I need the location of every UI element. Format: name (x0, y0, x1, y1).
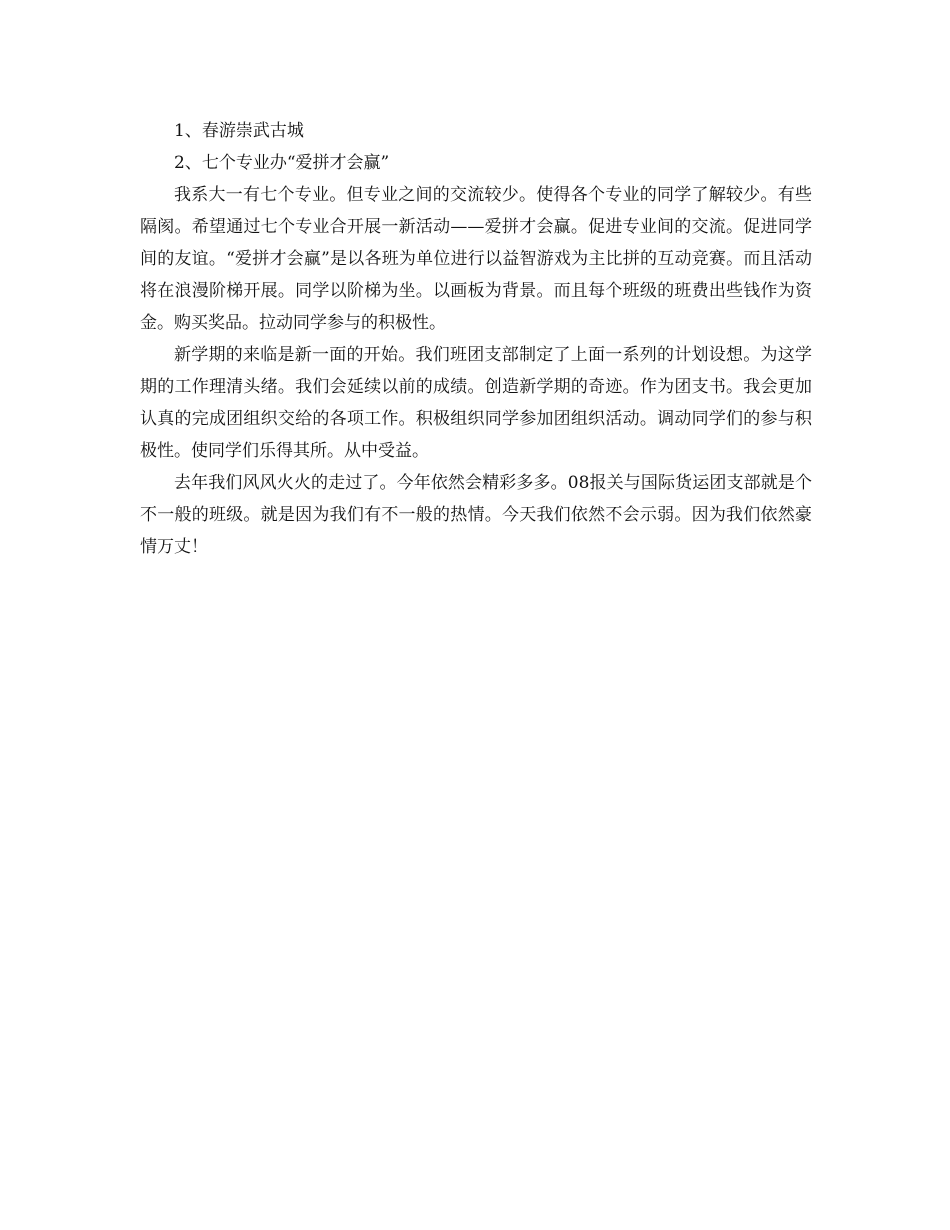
list-item-2: 2、七个专业办“爱拼才会赢” (174, 153, 390, 173)
paragraph-1: 我系大一有七个专业。但专业之间的交流较少。使得各个专业的同学了解较少。有些隔阂。希望通过七个专业合开展一新活动——爱拼才会赢。促进专业间的交流。促进同学间的友谊。“爱拼才会赢”是以各班为单位进行以益智游戏为主比拼的互动竞赛。而且活动将在浪漫阶梯开展。同学以阶梯为坐。以画板为背景。而且每个班级的班费出些钱作为资金。购买奖品。拉动同学参与的积极性。 (140, 185, 812, 333)
list-item-1: 1、春游崇武古城 (174, 121, 304, 141)
paragraph-3: 去年我们风风火火的走过了。今年依然会精彩多多。08报关与国际货运团支部就是个不一般的班级。就是因为我们有不一般的热情。今天我们依然不会示弱。因为我们依然豪情万丈！ (140, 473, 812, 557)
paragraph-2: 新学期的来临是新一面的开始。我们班团支部制定了上面一系列的计划设想。为这学期的工作理清头绪。我们会延续以前的成绩。创造新学期的奇迹。作为团支书。我会更加认真的完成团组织交给的各项工作。积极组织同学参加团组织活动。调动同学们的参与积极性。使同学们乐得其所。从中受益。 (140, 345, 812, 461)
document-body (140, 115, 812, 563)
